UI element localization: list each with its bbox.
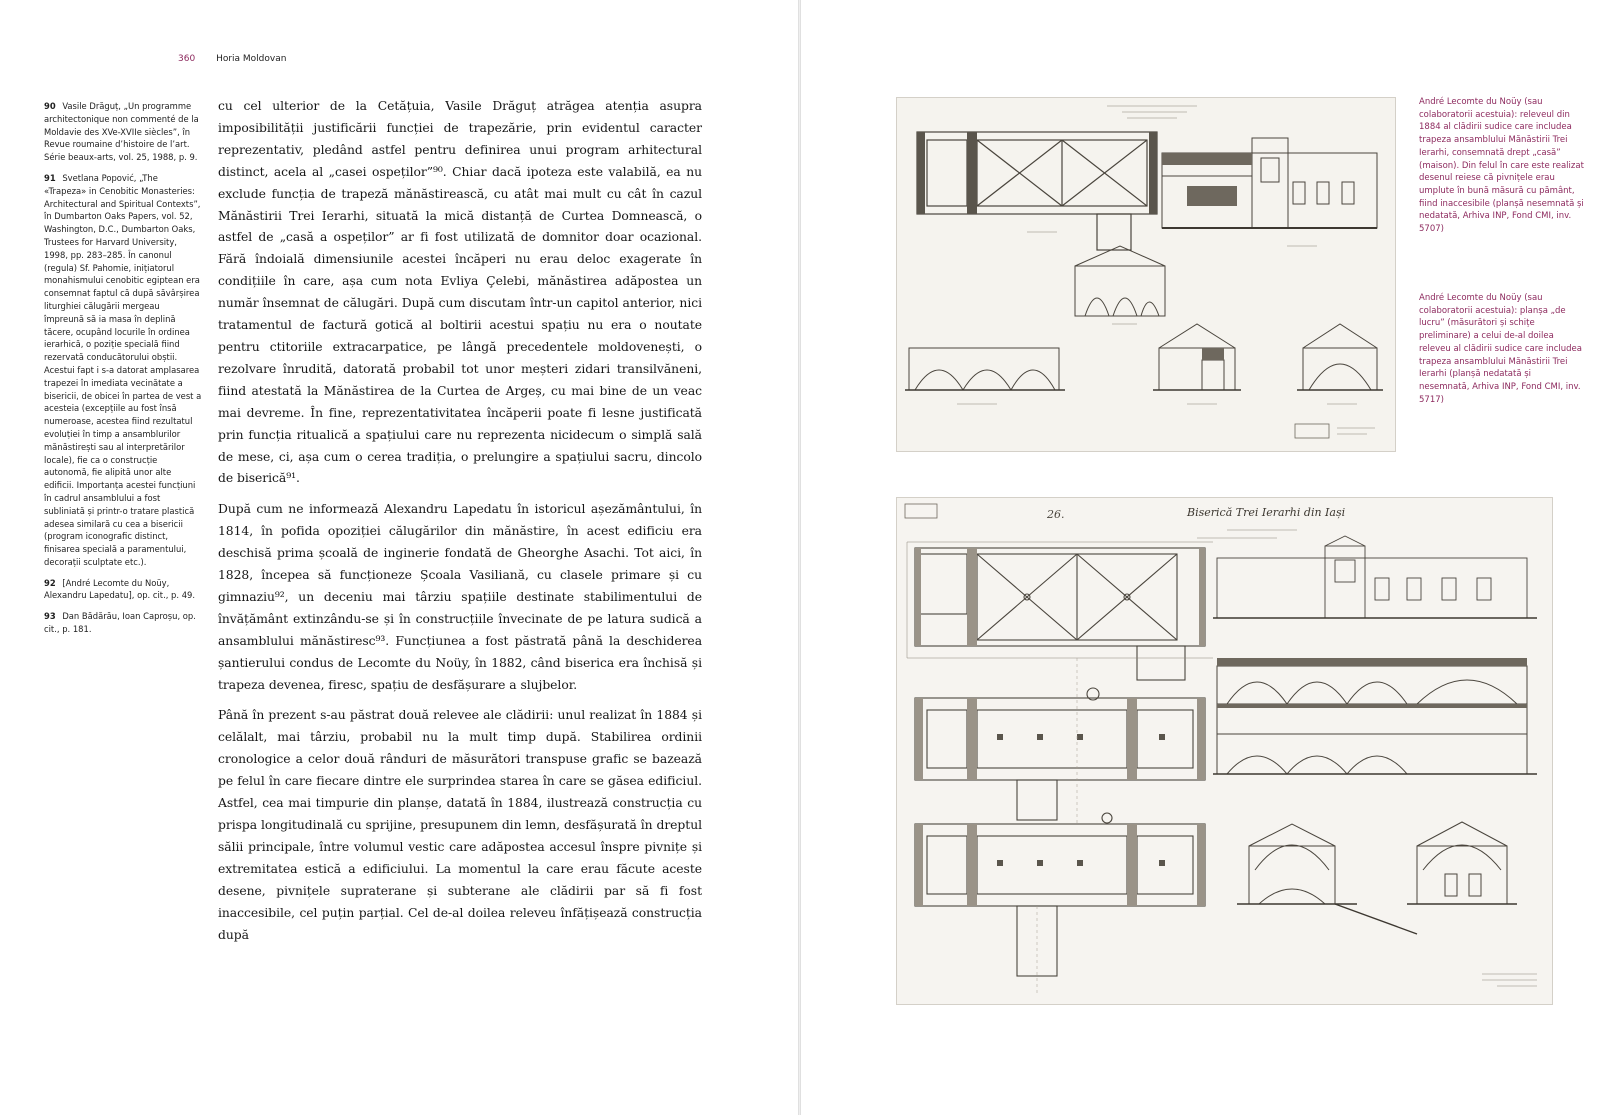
footnote-number: 90 (44, 101, 56, 111)
architectural-drawing-icon (897, 98, 1395, 451)
footnote-text: [André Lecomte du Noüy, Alexandru Lapedatu], op. cit., p. 49. (44, 577, 196, 601)
footnote (44, 577, 202, 603)
drawing-title: Biserică Trei Ierarhi din Iași (1187, 506, 1346, 519)
footnote (44, 172, 202, 569)
body-paragraph: După cum ne informează Alexandru Lapedatu în istoricul așezământului, în 1814, în pofida opoziției călugărilor din mănăstire, în acest edificiu era deschisă prima școală de inginerie fondată de Gheorghe Asachi. Tot aici, în 1828, începea să funcționeze Școala Vasiliană, cu clasele primare și cu gimnaziu⁹², un deceniu mai târziu spațiile destinate stabilimentului de învățământ extinzându-se și în construcțiile învecinate de pe latura sudică a ansamblului mănăstiresc⁹³. Funcțiunea a fost păstrată până la deschiderea șantierului condus de Lecomte du Noüy, în 1882, când biserica era închisă și trapeza devenea, firesc, spațiu de desfășurare a slujbelor. (218, 502, 702, 692)
footnote-text: Dan Bădărău, Ioan Caproșu, op. cit., p. 181. (44, 611, 196, 635)
footnote-number: 91 (44, 172, 56, 183)
footnote-text: Vasile Drăguț, „Un programme architectonique non commenté de la Moldavie des XVe-XVIIe siècles”, în Revue roumaine d’histoire de l’art. Série beaux-arts, vol. 25, 1988, p. 9. (44, 101, 199, 163)
running-head-author: Horia Moldovan (216, 54, 287, 64)
page-number: 360 (178, 54, 196, 64)
footnote-number: 92 (44, 577, 56, 588)
sheet-number: 26. (1047, 508, 1065, 521)
left-page (0, 0, 798, 1115)
body-paragraph: cu cel ulterior de la Cetățuia, Vasile Drăguț atrăgea atenția asupra imposibilității justificării funcției de trapezărie, prin evidentul caracter reprezentativ, pledând astfel pentru definirea unui program arhitectural distinct, acela al „casei ospeților”⁹⁰. Chiar dacă ipoteza este valabilă, ea nu exclude funcția de trapeză mănăstirească, cu atât mai mult cu cât în cazul Mănăstirii Trei Ierarhi, situată la mică distanță de Curtea Domnească, o astfel de „casă a ospeților” ar fi fost utilizată de domnitor doar ocazional. Fără îndoială dimensiunile acestei încăperi nu erau deloc exagerate în condițiile în care, așa cum nota Evliya Çelebi, mănăstirea adăpostea un număr însemnat de călugări. După cum discutam într-un capitol anterior, nici tratamentul de factură gotică al boltirii acestui spațiu nu era o noutate pentru ctitoriile extracarpatice, pe lângă precedentele moldovenești, o rezolvare înrudită, datorată probabil tot unor meșteri zidari transilvăneni, fiind atestată la Mănăstirea de la Curtea de Argeș, cu mai bine de un veac mai devreme. În fine, reprezentativitatea încăperii poate fi lesne justificată prin funcția ritualică a spațiului care nu reprezenta nicidecum o simplă sală de mese, ci, așa cum o cerea tradiția, o prelungire a spațiului sacru, dincolo de biserică⁹¹. (218, 99, 702, 486)
figure-caption: André Lecomte du Noüy (sau colaboratorii acestuia): releveul din 1884 al clădirii sudice care includea trapeza ansamblului Mănăstirii Trei Ierarhi, consemnată drept „casă” (maison). Din felul în care este realizat desenul reiese că pivnițele erau umplute în bună măsură cu pământ, fiind inaccesibile (planșă nesemnată și nedatată, Arhiva INP, Fond CMI, inv. 5707) (1419, 97, 1584, 235)
figure-releveu-1884 (896, 97, 1396, 452)
figure-plansa-de-lucru (896, 497, 1553, 1005)
architectural-drawing-icon (897, 498, 1552, 1004)
running-head (178, 54, 286, 64)
footnote (44, 100, 202, 164)
main-body-text (218, 96, 702, 955)
figure-caption: André Lecomte du Noüy (sau colaboratorii acestuia): planșa „de lucru” (măsurători și schițe preliminare) a celui de-al doilea releveu al clădirii sudice care includea trapeza ansamblului Mănăstirii Trei Ierarhi (planșă nedatată și nesemnată, Arhiva INP, Fond CMI, inv. 5717) (1419, 293, 1582, 405)
footnote (44, 610, 202, 636)
body-paragraph: Până în prezent s-au păstrat două relevee ale clădirii: unul realizat în 1884 și celălalt, mai târziu, probabil nu la mult timp după. Stabilirea ordinii cronologice a celor două rânduri de măsurători transpuse grafic se bazează pe felul în care fiecare dintre ele surprindea starea în care se găsea edificiul. Astfel, cea mai timpurie din planșe, datată în 1884, ilustrează construcția cu prispa longitudinală cu sprijine, presupunem din lemn, desfășurată în dreptul sălii principale, între volumul vestic care adăpostea accesul înspre pivnițe și extremitatea estică a edificiului. La momentul la care erau făcute aceste desene, pivnițele supraterane și subterane ale clădirii par să fi fost inaccesibile, cel puțin parțial. Cel de-al doilea releveu înfățișează construcția după (218, 708, 702, 942)
footnote-text: Svetlana Popović, „The «Trapeza» in Cenobitic Monasteries: Architectural and Spiritual Contexts”, în Dumbarton Oaks Papers, vol. 52, Washington, D.C., Dumbarton Oaks, Trustees for Harvard University, 1998, pp. 283–285. În canonul (regula) Sf. Pahomie, inițiatorul monahismului cenobitic egiptean era consemnat faptul că după săvârșirea liturghiei călugării mergeau împreună să ia masa în deplină tăcere, ocupând locurile în ordinea ierarhică, o poziție specială fiind rezervată conducătorului obștii. Acestui fapt i s-a datorat amplasarea trapezei în imediata vecinătate a bisericii, de obicei în partea de vest a acesteia (excepțiile au fost însă numeroase, acestea fiind rezultatul evoluției în timp a ansamblurilor mănăstirești sau al interpretărilor locale), fie ca o construcție autonomă, fie alipită unor alte edificii. Importanța acestei funcțiuni în cadrul ansamblului a fost subliniată și printr-o tratare plastică adesea similară cu cea a bisericii (program iconografic distinct, finisarea specială a paramentului, decorații sculptate etc.). (44, 172, 202, 567)
footnote-number: 93 (44, 611, 56, 622)
footnotes-column (44, 100, 202, 644)
